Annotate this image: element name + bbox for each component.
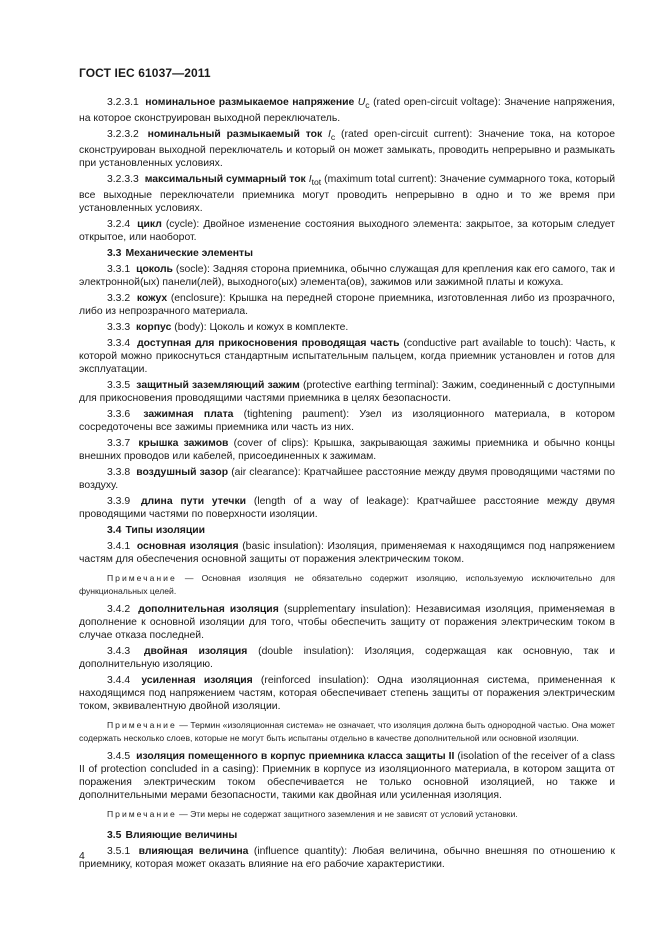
clause-term: номинальное размыкаемое напряжение: [145, 97, 355, 108]
section-number: 3.3: [107, 248, 122, 260]
clause-text: (rated open-circuit current): Значение тока, на которое сконструирован выходной переключатель и который он может замыкать, проводить непрерывно и размыкать при установленных условиях.: [79, 129, 615, 170]
clause-text: (air clearance): Кратчайшее расстояние между двумя проводящими частями по воздуху.: [79, 467, 615, 492]
clause-text: (reinforced insulation): Одна изоляционная система, примененная к находящимся под напряжением частям, которая обеспечивает степень защиты от поражения электрическим током, эквивалентную двойной изоляции.: [79, 675, 616, 713]
clause-number: 3.3.9: [107, 496, 131, 508]
clause-term: влияющая величина: [138, 845, 249, 857]
section-heading-3-3: [79, 247, 615, 260]
clause-text: (maximum total current): Значение суммарного тока, который все выходные переключатели приемника могут проводить непрерывно в одно и то же время при установленных условиях.: [79, 174, 616, 215]
clause-3-3-1: [79, 263, 615, 289]
clause-3-3-4: [79, 337, 615, 376]
clause-3-3-8: [79, 466, 615, 492]
clause-number: 3.4.5: [107, 751, 131, 763]
symbol: U: [357, 97, 366, 108]
page-number: 4: [79, 851, 85, 862]
clause-3-3-7: [79, 437, 615, 463]
clause-number: 3.3.6: [107, 409, 131, 421]
note-label: Примечание: [107, 720, 177, 731]
clause-term: зажимная плата: [143, 409, 234, 421]
clause-term: корпус: [136, 322, 172, 334]
clause-text: (basic insulation): Изоляция, применяемая к находящимся под напряжением частям для обеспечения основной защиты от поражения электрическим током.: [79, 541, 616, 566]
section-title: Типы изоляции: [125, 525, 206, 537]
clause-number: 3.4.2: [107, 604, 131, 616]
symbol: I: [328, 129, 331, 141]
clause-3-5-1: [79, 845, 615, 871]
note-3-4-5: [79, 808, 615, 821]
clause-number: 3.3.8: [107, 467, 131, 479]
clause-number: 3.4.3: [107, 646, 131, 658]
clause-number: 3.4.1: [107, 541, 131, 553]
clause-number: 3.2.4: [107, 219, 131, 231]
clause-3-3-6: [79, 408, 615, 434]
note-3-4-1: [79, 572, 615, 597]
clause-number: 3.3.4: [107, 338, 131, 350]
clause-number: 3.3.5: [107, 380, 131, 392]
clause-3-3-9: [79, 495, 615, 521]
clause-text: (enclosure): Крышка на передней стороне приемника, изготовленная либо из прозрачного, либо из непрозрачного материала.: [79, 293, 615, 318]
symbol-subscript: tot: [311, 177, 322, 188]
clause-3-2-4: [79, 218, 615, 244]
page-header: ГОСТ IEC 61037—2011: [79, 66, 211, 80]
document-body: [79, 96, 615, 874]
clause-text: (influence quantity): Любая величина, обычно внешняя по отношению к приемнику, которая может оказать влияние на его рабочие характеристики.: [79, 845, 615, 870]
clause-3-4-3: [79, 645, 615, 671]
clause-term: цоколь: [136, 264, 173, 276]
clause-3-4-4: [79, 674, 615, 713]
clause-term: защитный заземляющий зажим: [136, 380, 300, 392]
clause-number: 3.5.1: [107, 845, 131, 857]
clause-text: (protective earthing terminal): Зажим, соединенный с доступными для прикосновения проводящими частями приемника в целях безопасности.: [79, 380, 615, 405]
section-number: 3.5: [107, 829, 122, 841]
clause-text: (cycle): Двойное изменение состояния выходного элемента: закрытое, за которым следует открытое, или наоборот.: [79, 219, 615, 244]
symbol-subscript: c: [365, 100, 370, 111]
section-title: Механические элементы: [125, 248, 253, 260]
clause-text: (length of a way of leakage): Кратчайшее расстояние между двумя проводящими частями по поверхности изоляции.: [79, 496, 615, 521]
clause-term: цикл: [137, 219, 162, 231]
clause-3-3-5: [79, 379, 615, 405]
clause-term: доступная для прикосновения проводящая часть: [137, 338, 400, 350]
clause-term: изоляция помещенного в корпус приемника класса защиты II: [136, 751, 455, 763]
symbol-subscript: c: [330, 132, 336, 143]
clause-term: крышка зажимов: [138, 438, 229, 450]
clause-text: (rated open-circuit voltage): Значение напряжения, на которое сконструирован выходной переключатель.: [79, 97, 616, 125]
clause-3-2-3-3: [79, 173, 615, 215]
note-text: — Термин «изоляционная система» не означает, что изоляция должна быть однородной частью. Она может содержать несколько слоев, которые не могут быть испытаны отдельно в качестве дополнительной или основной изоляции.: [79, 720, 615, 743]
clause-number: 3.2.3.3: [107, 174, 139, 186]
clause-term: номинальный размыкаемый ток: [147, 129, 323, 141]
note-label: Примечание: [107, 573, 177, 584]
note-label: Примечание: [107, 809, 177, 820]
clause-number: 3.2.3.2: [107, 129, 139, 141]
section-heading-3-5: [79, 829, 615, 842]
clause-term: двойная изоляция: [143, 646, 248, 658]
section-number: 3.4: [107, 525, 122, 537]
clause-term: кожух: [136, 293, 168, 305]
clause-term: максимальный суммарный ток: [144, 174, 306, 186]
clause-text: (conductive part available to touch): Часть, к которой можно прикоснуться стандартным испытательным пальцем, когда приемник установлен и готов для эксплуатации.: [79, 338, 615, 376]
clause-term: основная изоляция: [136, 541, 239, 553]
clause-term: длина пути утечки: [140, 496, 247, 508]
clause-text: (cover of clips): Крышка, закрывающая зажимы приемника и обычно концы внешних проводов или кабелей, присоединенных к зажимам.: [79, 438, 616, 463]
note-3-4-4: [79, 719, 615, 744]
clause-text: (supplementary insulation): Независимая изоляция, применяемая в дополнение к основной изоляции для того, чтобы обеспечить защиту от поражения электрическим током в случае отказа последней.: [79, 604, 615, 642]
section-heading-3-4: [79, 524, 615, 537]
section-title: Влияющие величины: [125, 829, 238, 841]
clause-term: дополнительная изоляция: [138, 604, 279, 616]
clause-number: 3.3.2: [107, 293, 131, 305]
clause-term: усиленная изоляция: [141, 675, 253, 687]
clause-number: 3.2.3.1: [107, 97, 139, 108]
clause-number: 3.3.3: [107, 322, 131, 334]
clause-text: (tightening paument): Узел из изоляционного материала, в котором сосредоточены все зажимы приемника или часть из них.: [79, 409, 615, 434]
clause-number: 3.3.7: [107, 438, 131, 450]
clause-3-3-3: [79, 321, 615, 334]
clause-text: (double insulation): Изоляция, содержащая как основную, так и дополнительную изоляцию.: [79, 646, 615, 671]
clause-3-4-1: [79, 540, 615, 566]
clause-3-2-3-2: [79, 128, 615, 170]
clause-term: воздушный зазор: [136, 467, 229, 479]
clause-number: 3.3.1: [107, 264, 131, 276]
clause-text: (socle): Задняя сторона приемника, обычно служащая для крепления как его самого, так и электронной(ых) панели(лей), выходного(ых) элемента(ов), зажимов или зажимной платы и кожуха.: [79, 264, 615, 289]
clause-3-4-2: [79, 603, 615, 642]
clause-text: (body): Цоколь и кожух в комплекте.: [171, 322, 349, 334]
symbol: I: [308, 174, 312, 186]
clause-3-2-3-1: [79, 96, 615, 125]
clause-3-4-5: [79, 750, 615, 802]
clause-3-3-2: [79, 292, 615, 318]
clause-text: (isolation of the receiver of a class II of protection concluded in a casing): Приемник в корпусе из изоляционного материала, в котором защита от поражения электрическим током обеспечивается не только основной изоляцией, но также и дополнительными мерами безопасности, такими как двойная или усиленная изоляция.: [79, 751, 615, 802]
clause-number: 3.4.4: [107, 675, 131, 687]
note-text: — Эти меры не содержат защитного заземления и не зависят от условий установки.: [176, 809, 518, 820]
note-text: — Основная изоляция не обязательно содержит изоляцию, используемую исключительно для функциональных целей.: [79, 573, 615, 596]
